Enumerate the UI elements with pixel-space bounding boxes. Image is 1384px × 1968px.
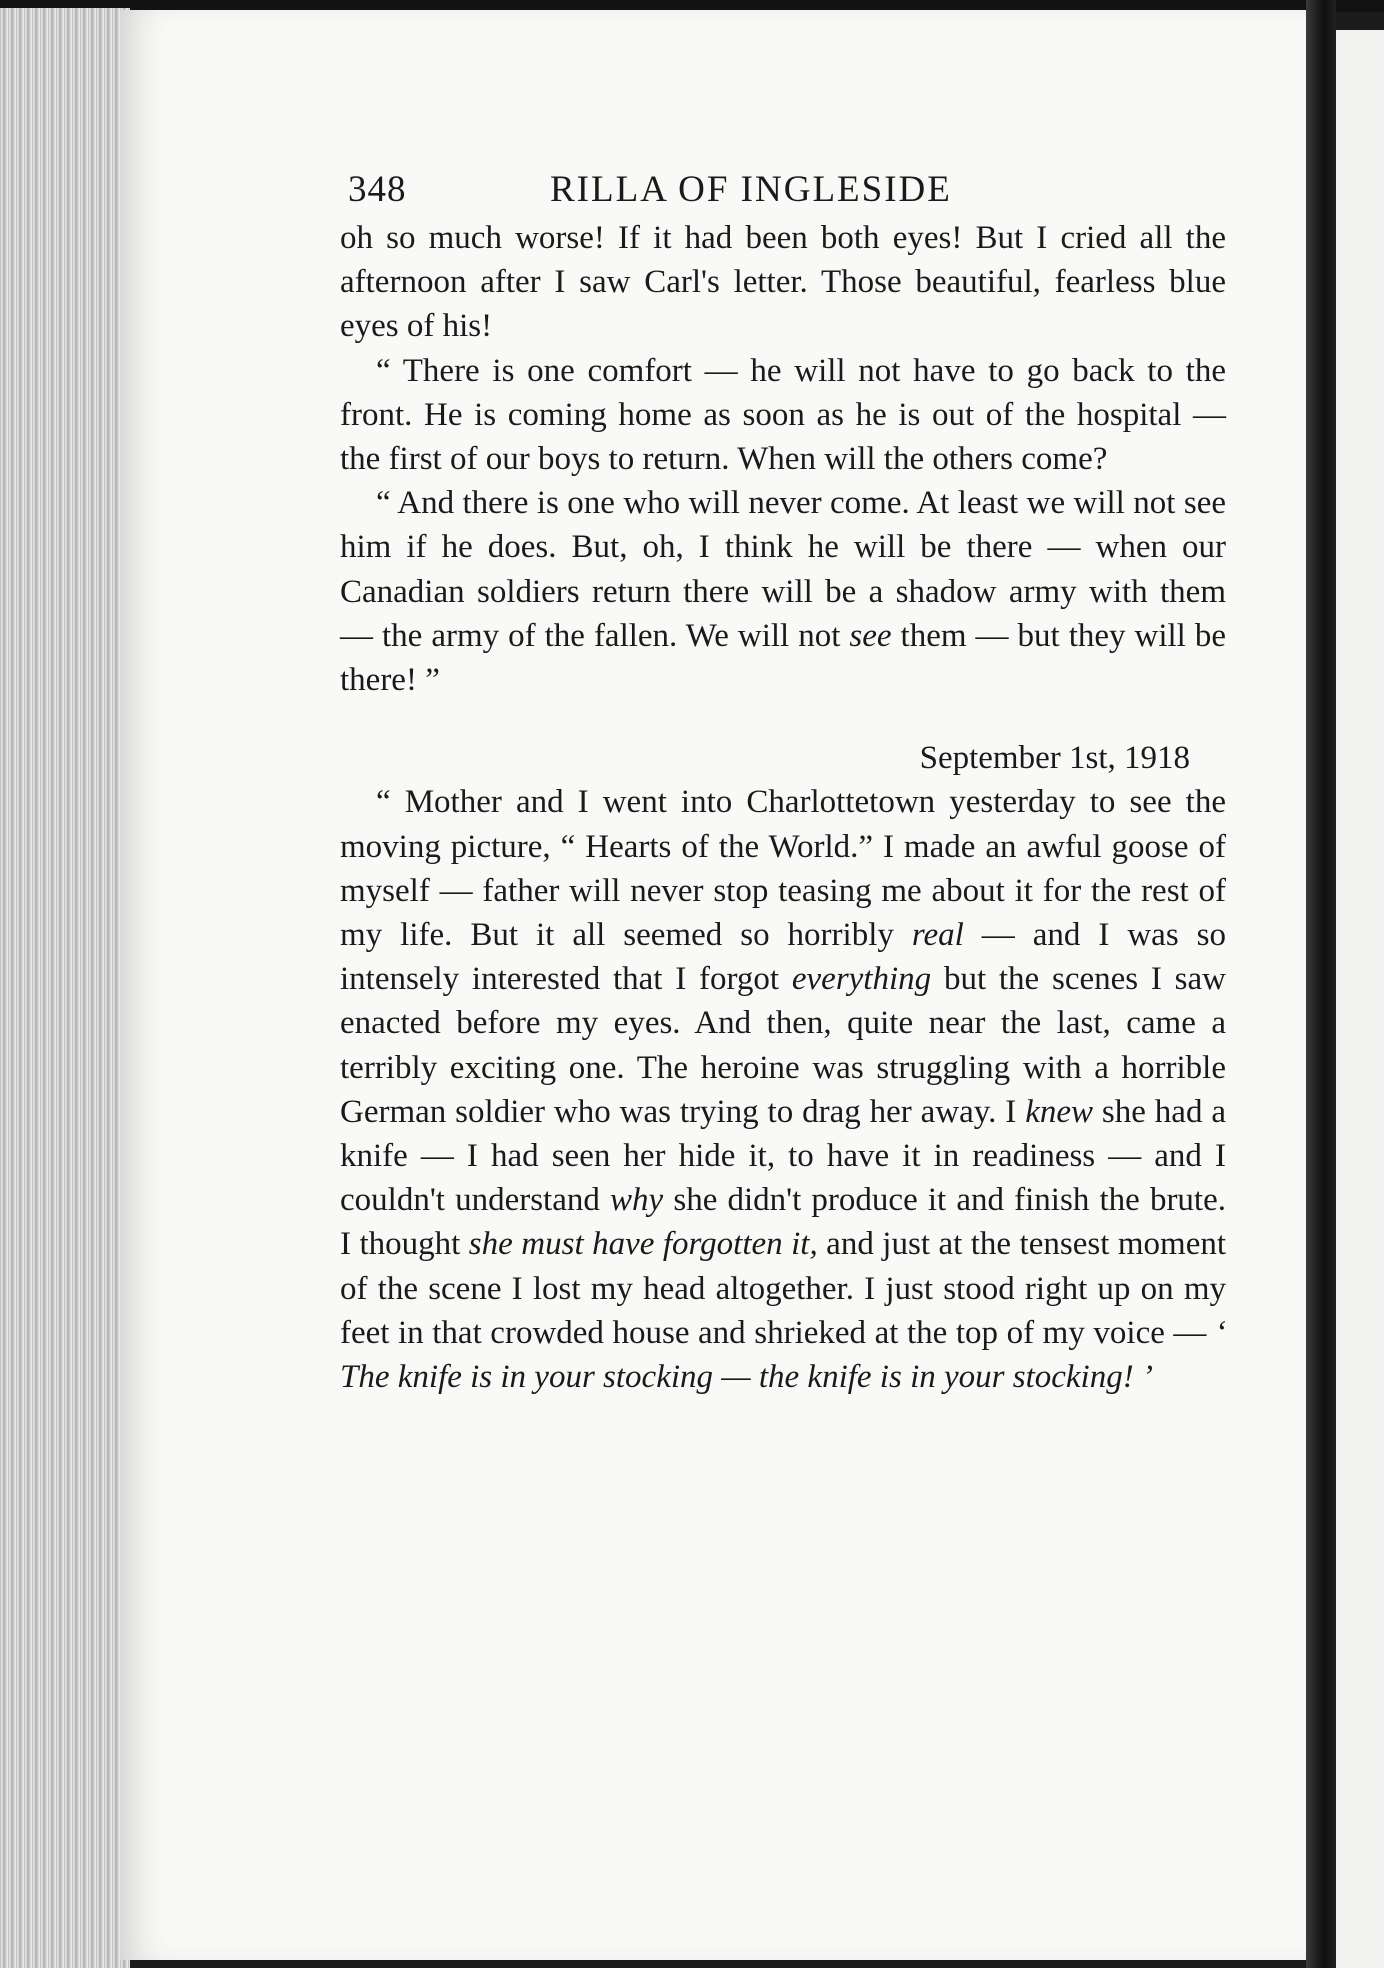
text-run: oh so much worse! If it had been both eyes! But I cried all the afternoon after I saw Carl's letter. Those beautiful, fearless blue eyes of his! xyxy=(340,220,1226,345)
entry-date: September 1st, 1918 xyxy=(919,740,1190,777)
italic-text: everything xyxy=(791,961,932,998)
text-run: and just at the tensest moment of the scene I lost my head altogether. I just stood right up on my feet in that crowded house and shrieked at the top of my voice — xyxy=(340,1226,1227,1351)
text-run: but the scenes I saw enacted before my eyes. And then, quite near the last, came a terribly exciting one. The heroine was struggling with a horrible German soldier who was trying to drag her away. I xyxy=(340,961,1226,1130)
text-run: she had a knife — I had seen her hide it, to have it in readiness — and I couldn't understand xyxy=(340,1093,1226,1219)
italic-text: see xyxy=(849,617,892,654)
running-header xyxy=(340,160,1226,216)
italic-text: she must have forgotten it, xyxy=(468,1226,818,1263)
text-run: — and I was so intensely interested that I forgot xyxy=(340,917,1226,998)
text-run: “ There is one comfort — he will not have to go back to the front. He is coming home as soon as he is out of the hospital — the first of our boys to return. When will the others come? xyxy=(340,352,1226,478)
italic-text: ‘ The knife is in your stocking — the knife is in your stocking! ’ xyxy=(340,1314,1226,1396)
page-text xyxy=(340,160,1226,1399)
text-run: “ Mother and I went into Charlottetown yesterday to see the moving picture, “ Hearts of the World.” I made an awful goose of myself — father will never stop teasing me about it for the rest of my life. But it all seemed so horribly xyxy=(340,784,1226,954)
book-gutter xyxy=(1306,0,1336,1968)
paragraph xyxy=(340,349,1226,482)
paragraph xyxy=(340,216,1226,349)
running-title: RILLA OF INGLESIDE xyxy=(550,169,952,210)
page-number: 348 xyxy=(348,169,407,210)
entry-paragraph xyxy=(340,780,1226,1399)
section-gap xyxy=(340,702,1226,736)
paragraph xyxy=(340,481,1226,702)
text-run: them — but they will be there! ” xyxy=(340,617,1227,699)
facing-page-edge xyxy=(1336,30,1384,1968)
italic-text: why xyxy=(610,1182,664,1219)
italic-text: real xyxy=(911,917,964,954)
italic-text: knew xyxy=(1025,1093,1094,1130)
text-run: “ And there is one who will never come. At least we will not see him if he does. But, oh, I think he will be there — when our Canadian soldiers return there will be a shadow army with them — the army of the fallen. We will not xyxy=(340,485,1226,654)
page-edges xyxy=(0,8,130,1968)
text-run: she didn't produce it and finish the brute. I thought xyxy=(340,1182,1226,1263)
